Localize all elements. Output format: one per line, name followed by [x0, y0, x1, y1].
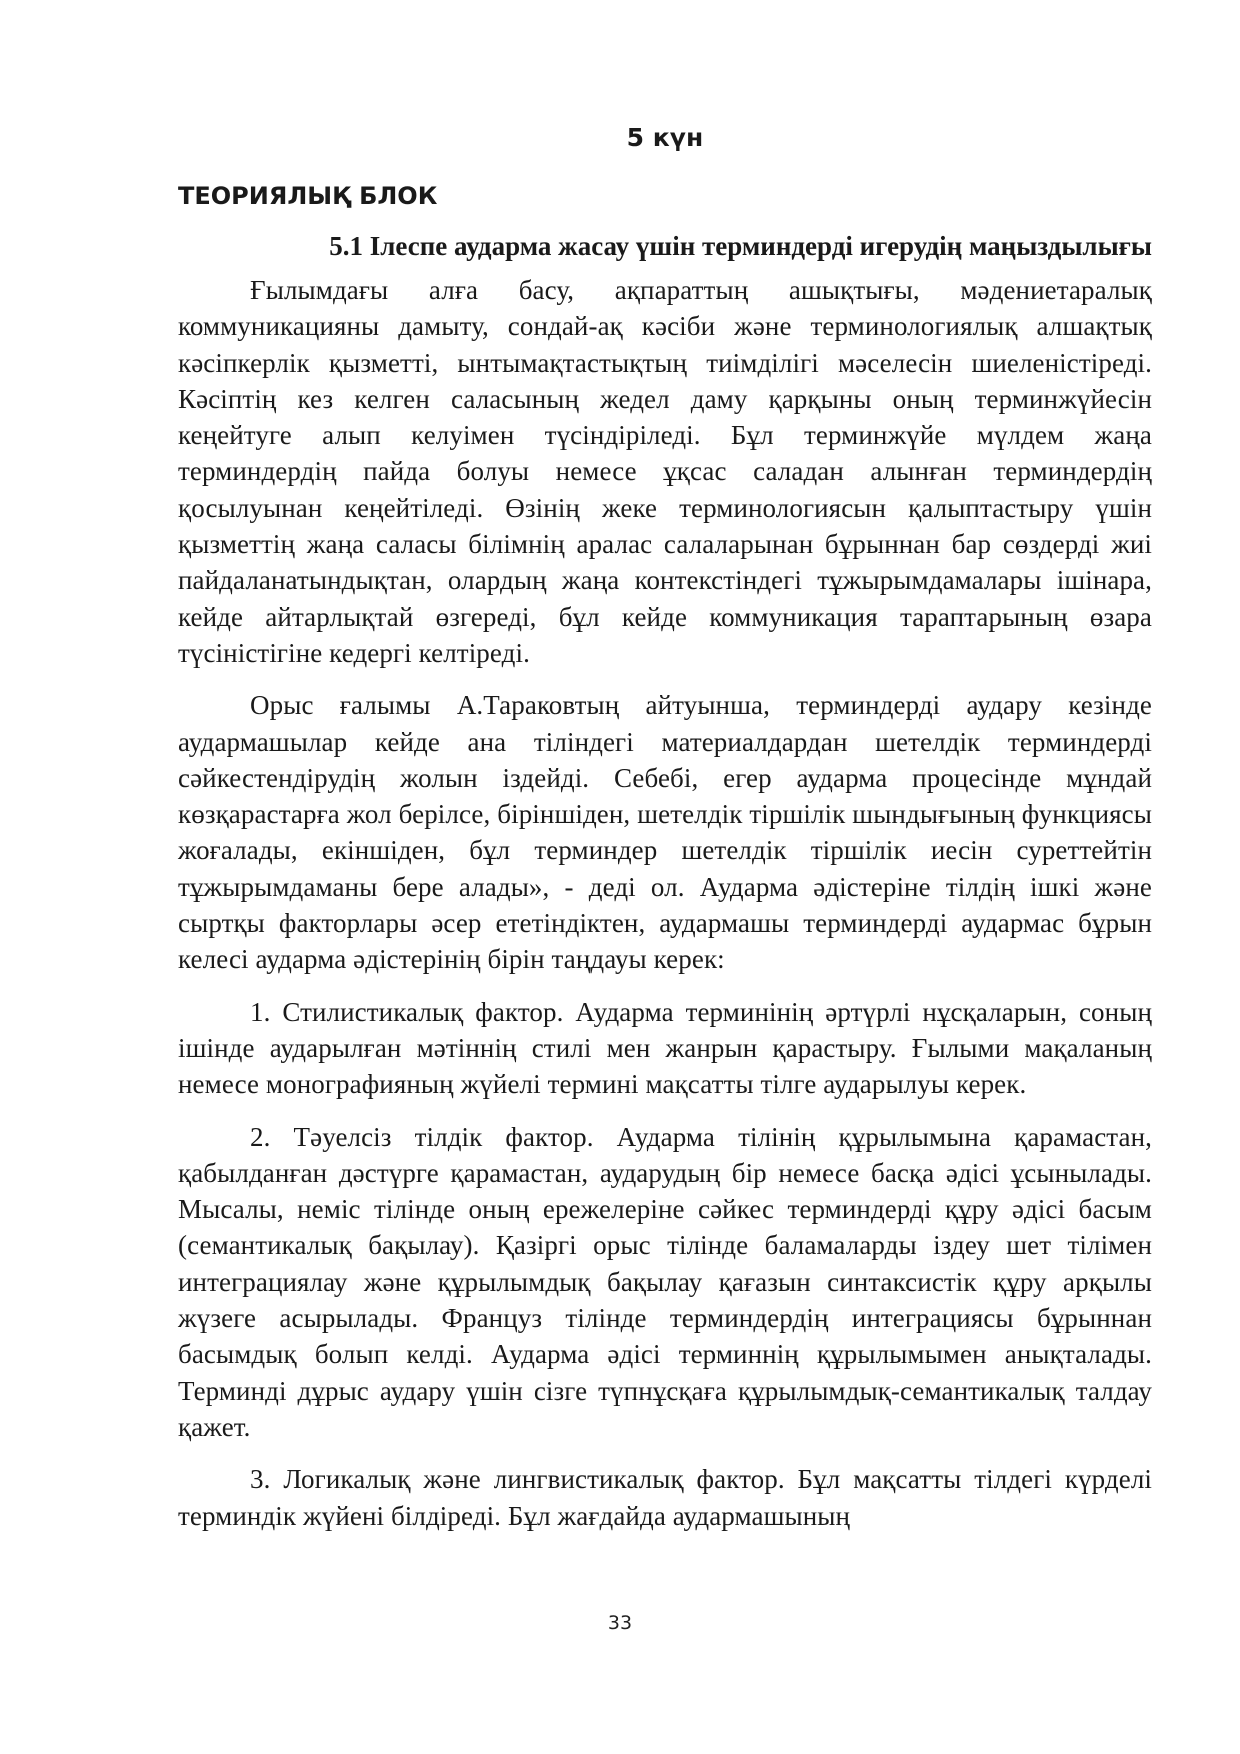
section-title: 5.1 Ілеспе аударма жасау үшін терминдерді игерудің маңыздылығы [329, 231, 1152, 261]
day-title: 5 күн [626, 123, 704, 152]
paragraph-1: Ғылымдағы алға басу, ақпараттың ашықтығы, мәдениетаралық коммуникацияны дамыту, сондай-ақ кәсіби және терминологиялық алшақтық кәсіпкерлік қызметті, ынтымақтастықтың тиімділігі мәселесін шиеленістіреді. Кәсіптің кез келген саласының жедел даму қарқыны оның терминжүйесін кеңейтуге алып келуімен түсіндіріледі. Бұл терминжүйе мүлдем жаңа терминдердің пайда болуы немесе ұқсас саладан алынған терминдердің қосылуынан кеңейтіледі. Өзінің жеке терминологиясын қалыптастыру үшін қызметтің жаңа саласы білімнің аралас салаларынан бұрыннан бар сөздерді жиі пайдаланатындықтан, олардың жаңа контекстіндегі тұжырымдамалары ішінара, кейде айтарлықтай өзгереді, бұл кейде коммуникация тараптарының өзара түсіністігіне кедергі келтіреді. [178, 275, 1152, 668]
paragraph-4: 2. Тәуелсіз тілдік фактор. Аударма тілінің құрылымына қарамастан, қабылданған дәстүрге қарамастан, аударудың бір немесе басқа әдісі ұсынылады. Мысалы, неміс тілінде оның ережелеріне сәйкес терминдерді құру әдісі басым (семантикалық бақылау). Қазіргі орыс тілінде баламаларды іздеу шет тілімен интеграциялау және құрылымдық бақылау қағазын синтаксистік құру арқылы жүзеге асырылады. Француз тілінде терминдердің интеграциясы бұрыннан басымдық болып келді. Аударма әдісі терминнің құрылымымен анықталады. Терминді дұрыс аудару үшін сізге түпнұсқаға құрылымдық-семантикалық талдау қажет. [178, 1121, 1152, 1442]
paragraph-2: Орыс ғалымы А.Тараковтың айтуынша, терминдерді аудару кезінде аудармашылар кейде ана тіліндегі материалдардан шетелдік терминдерді сәйкестендірудің жолын іздейді. Себебі, егер аударма процесінде мұндай көзқарастарға жол берілсе, біріншіден, шетелдік тіршілік шындығының функциясы жоғалады, екіншіден, бұл терминдер шетелдік тіршілік иесін суреттейтін тұжырымдаманы бере алады», - деді ол. Аударма әдістеріне тілдің ішкі және сыртқы факторлары әсер ететіндіктен, аудармашы терминдерді аудармас бұрын келесі аударма әдістерінің бірін таңдауы керек: [178, 690, 1152, 975]
paragraph-3: 1. Стилистикалық фактор. Аударма терминінің әртүрлі нұсқаларын, соның ішінде аударылған мәтіннің стилі мен жанрын қарастыру. Ғылыми мақаланың немесе монографияның жүйелі термині мақсатты тілге аударылуы керек. [178, 996, 1152, 1100]
page-number: 33 [607, 1612, 633, 1634]
block-title: ТЕОРИЯЛЫҚ БЛОК [178, 182, 438, 210]
paragraph-5: 3. Логикалық және лингвистикалық фактор. Бұл мақсатты тілдегі күрделі терминдік жүйені білдіреді. Бұл жағдайда аудармашының [178, 1464, 1152, 1531]
document-page [178, 120, 1152, 1534]
